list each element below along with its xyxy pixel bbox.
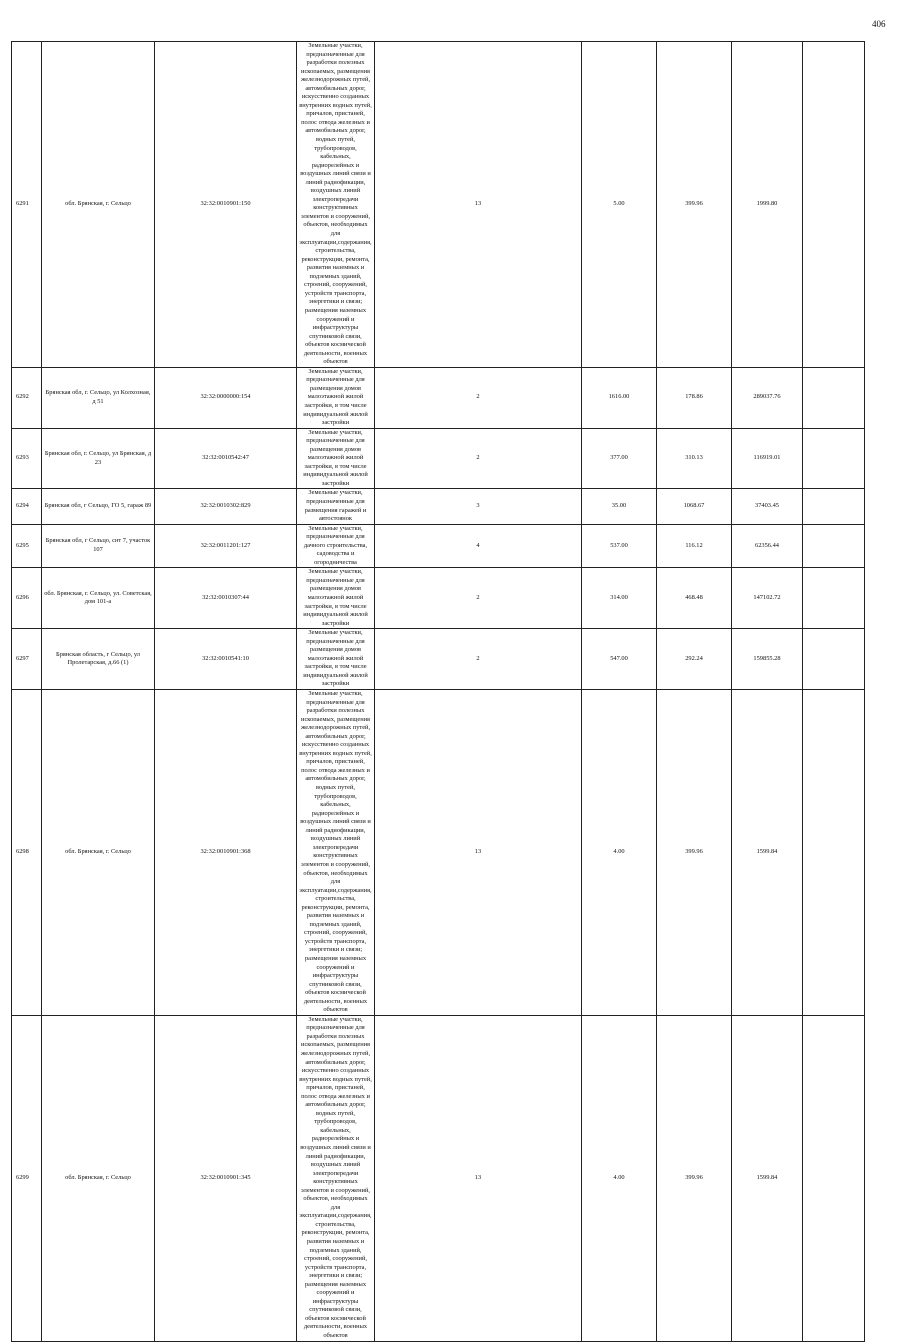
row-number: 6297: [12, 629, 42, 690]
area-cell: 547.00: [582, 629, 657, 690]
cadastral-value-cell: 289037.76: [732, 367, 803, 428]
cadastral-number-cell: 32:32:0010541:10: [155, 629, 297, 690]
land-use-cell: Земельные участки, предназначенные для размещения домов малоэтажной жилой застройки, в том числе индивидуальной жилой застройки: [297, 428, 375, 489]
group-cell: 2: [375, 367, 582, 428]
cadastral-number-cell: 32:32:0010901:368: [155, 690, 297, 1016]
specific-value-cell: 468.48: [657, 568, 732, 629]
table-row: [12, 524, 865, 568]
row-number: 6298: [12, 690, 42, 1016]
page-number: 406: [872, 19, 886, 29]
cadastral-value-cell: 147102.72: [732, 568, 803, 629]
address-cell: Брянская обл, г. Сельцо, ул Брянская, д 23: [42, 428, 155, 489]
area-cell: 377.00: [582, 428, 657, 489]
cadastral-value-cell: 37403.45: [732, 489, 803, 524]
table-row: [12, 568, 865, 629]
table-row: [12, 367, 865, 428]
group-cell: 4: [375, 524, 582, 568]
address-cell: обл. Брянская, г. Сельцо, ул. Советская, дом 101-а: [42, 568, 155, 629]
table-row: [12, 690, 865, 1016]
group-cell: 13: [375, 690, 582, 1016]
table-row: [12, 1015, 865, 1341]
specific-value-cell: 292.24: [657, 629, 732, 690]
empty-cell: [803, 629, 865, 690]
group-cell: 2: [375, 428, 582, 489]
empty-cell: [803, 690, 865, 1016]
empty-cell: [803, 524, 865, 568]
row-number: 6295: [12, 524, 42, 568]
row-number: 6291: [12, 42, 42, 368]
specific-value-cell: 116.12: [657, 524, 732, 568]
empty-cell: [803, 1015, 865, 1341]
land-use-cell: Земельные участки, предназначенные для размещения домов малоэтажной жилой застройки, в том числе индивидуальной жилой застройки: [297, 568, 375, 629]
land-use-cell: Земельные участки, предназначенные для разработки полезных ископаемых, размещения железнодорожных путей, автомобильных дорог, искусственно созданных внутренних водных путей, причалов, пристаней, полос отвода железных и автомобильных дорог, водных путей, трубопроводов, кабельных, радиорелейных и воздушных линий связи и линий радиофикации, воздушных линий электропередачи конструктивных элементов и сооружений, объектов, необходимых для эксплуатации,содержания, строительства, реконструкции, ремонта, развития наземных и подземных зданий, строений, сооружений, устройств транспорта, энергетики и связи; размещения наземных сооружений и инфраструктуры спутниковой связи, объектов космической деятельности, военных объектов: [297, 42, 375, 368]
address-cell: обл. Брянская, г. Сельцо: [42, 42, 155, 368]
table-row: [12, 489, 865, 524]
specific-value-cell: 310.13: [657, 428, 732, 489]
area-cell: 5.00: [582, 42, 657, 368]
empty-cell: [803, 489, 865, 524]
cadastral-value-cell: 159855.28: [732, 629, 803, 690]
cadastral-value-cell: 1599.84: [732, 690, 803, 1016]
address-cell: Брянская обл, г Сельцо, ГО 5, гараж 89: [42, 489, 155, 524]
cadastral-value-cell: 1999.80: [732, 42, 803, 368]
cadastral-number-cell: 32:32:0010901:150: [155, 42, 297, 368]
land-use-cell: Земельные участки, предназначенные для размещения домов малоэтажной жилой застройки, в том числе индивидуальной жилой застройки: [297, 629, 375, 690]
land-registry-table: [11, 41, 865, 1342]
group-cell: 2: [375, 629, 582, 690]
land-use-cell: Земельные участки, предназначенные для дачного строительства, садоводства и огородничества: [297, 524, 375, 568]
table-row: [12, 42, 865, 368]
address-cell: Брянская обл, г. Сельцо, ул Колхозная, д 51: [42, 367, 155, 428]
address-cell: обл. Брянская, г. Сельцо: [42, 1015, 155, 1341]
land-use-cell: Земельные участки, предназначенные для размещения домов малоэтажной жилой застройки, в том числе индивидуальной жилой застройки: [297, 367, 375, 428]
empty-cell: [803, 367, 865, 428]
empty-cell: [803, 428, 865, 489]
cadastral-number-cell: 32:32:0011201:127: [155, 524, 297, 568]
specific-value-cell: 1068.67: [657, 489, 732, 524]
cadastral-number-cell: 32:32:0010901:345: [155, 1015, 297, 1341]
cadastral-number-cell: 32:32:0010307:44: [155, 568, 297, 629]
cadastral-number-cell: 32:32:0010302:829: [155, 489, 297, 524]
specific-value-cell: 399.96: [657, 1015, 732, 1341]
area-cell: 35.00: [582, 489, 657, 524]
specific-value-cell: 399.96: [657, 42, 732, 368]
address-cell: обл. Брянская, г. Сельцо: [42, 690, 155, 1016]
area-cell: 537.00: [582, 524, 657, 568]
specific-value-cell: 178.86: [657, 367, 732, 428]
address-cell: Брянская область, г Сельцо, ул Пролетарская, д.66 (1): [42, 629, 155, 690]
group-cell: 13: [375, 1015, 582, 1341]
row-number: 6296: [12, 568, 42, 629]
group-cell: 2: [375, 568, 582, 629]
group-cell: 3: [375, 489, 582, 524]
area-cell: 4.00: [582, 690, 657, 1016]
empty-cell: [803, 42, 865, 368]
row-number: 6299: [12, 1015, 42, 1341]
cadastral-number-cell: 32:32:0000000:154: [155, 367, 297, 428]
table-row: [12, 629, 865, 690]
cadastral-value-cell: 116919.01: [732, 428, 803, 489]
land-use-cell: Земельные участки, предназначенные для разработки полезных ископаемых, размещения железнодорожных путей, автомобильных дорог, искусственно созданных внутренних водных путей, причалов, пристаней, полос отвода железных и автомобильных дорог, водных путей, трубопроводов, кабельных, радиорелейных и воздушных линий связи и линий радиофикации, воздушных линий электропередачи конструктивных элементов и сооружений, объектов, необходимых для эксплуатации,содержания, строительства, реконструкции, ремонта, развития наземных и подземных зданий, строений, сооружений, устройств транспорта, энергетики и связи; размещения наземных сооружений и инфраструктуры спутниковой связи, объектов космической деятельности, военных объектов: [297, 690, 375, 1016]
row-number: 6292: [12, 367, 42, 428]
group-cell: 13: [375, 42, 582, 368]
area-cell: 1616.00: [582, 367, 657, 428]
address-cell: Брянская обл, г Сельцо, снт 7, участок 107: [42, 524, 155, 568]
land-use-cell: Земельные участки, предназначенные для разработки полезных ископаемых, размещения железнодорожных путей, автомобильных дорог, искусственно созданных внутренних водных путей, причалов, пристаней, полос отвода железных и автомобильных дорог, водных путей, трубопроводов, кабельных, радиорелейных и воздушных линий связи и линий радиофикации, воздушных линий электропередачи конструктивных элементов и сооружений, объектов, необходимых для эксплуатации,содержания, строительства, реконструкции, ремонта, развития наземных и подземных зданий, строений, сооружений, устройств транспорта, энергетики и связи; размещения наземных сооружений и инфраструктуры спутниковой связи, объектов космической деятельности, военных объектов: [297, 1015, 375, 1341]
empty-cell: [803, 568, 865, 629]
cadastral-number-cell: 32:32:0010542:47: [155, 428, 297, 489]
row-number: 6293: [12, 428, 42, 489]
area-cell: 4.00: [582, 1015, 657, 1341]
cadastral-value-cell: 1599.84: [732, 1015, 803, 1341]
table-row: [12, 428, 865, 489]
cadastral-value-cell: 62356.44: [732, 524, 803, 568]
specific-value-cell: 399.96: [657, 690, 732, 1016]
land-use-cell: Земельные участки, предназначенные для размещения гаражей и автостоянок: [297, 489, 375, 524]
area-cell: 314.00: [582, 568, 657, 629]
row-number: 6294: [12, 489, 42, 524]
